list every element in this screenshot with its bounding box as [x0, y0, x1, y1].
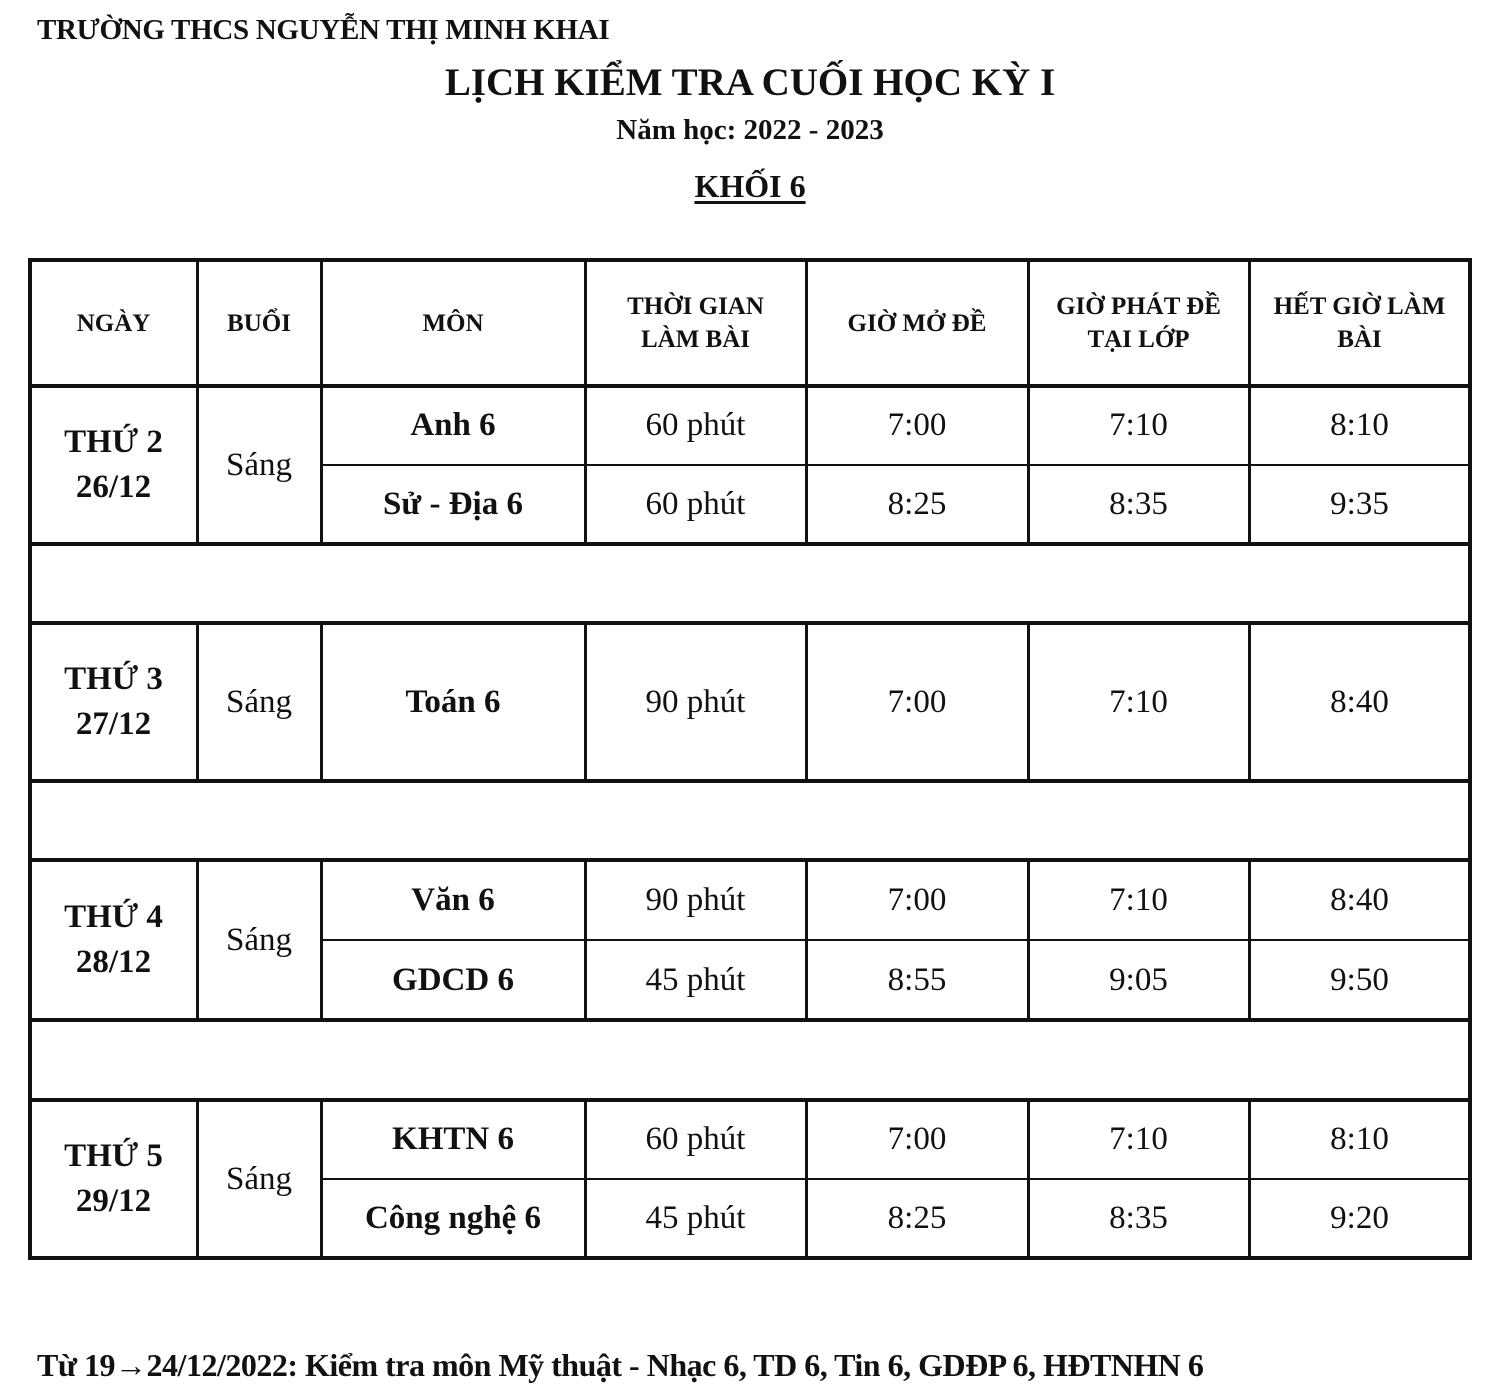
column-line: [320, 1100, 323, 1258]
column-line: [1027, 1100, 1030, 1258]
duration-cell: 60 phút: [645, 407, 746, 443]
date-label: 29/12: [75, 1183, 152, 1219]
subject-cell: KHTN 6: [392, 1121, 514, 1157]
header-end-time: HẾT GIỜ LÀM BÀI: [1273, 293, 1446, 353]
distribute-time-cell: 7:10: [1109, 881, 1168, 918]
open-time-cell: 8:25: [887, 1200, 947, 1236]
column-line: [584, 860, 587, 1020]
subrow-line: [321, 939, 1470, 941]
end-time-cell: 8:10: [1330, 1121, 1389, 1157]
day-label: THỨ 2: [64, 424, 163, 460]
column-line: [196, 386, 199, 544]
group-top-line: [29, 858, 1472, 862]
column-line: [805, 623, 808, 781]
header-subject: MÔN: [422, 309, 484, 337]
header-open-time: GIỜ MỞ ĐỀ: [847, 309, 987, 337]
subject-cell: Sử - Địa 6: [383, 486, 523, 522]
header-day: NGÀY: [76, 309, 151, 337]
school-name: TRƯỜNG THCS NGUYỄN THỊ MINH KHAI: [37, 14, 610, 46]
open-time-cell: 8:55: [887, 961, 947, 998]
header-session: BUỔI: [227, 309, 291, 337]
column-line: [584, 260, 587, 386]
column-line: [1027, 860, 1030, 1020]
duration-cell: 90 phút: [645, 683, 746, 720]
group-bottom-line: [29, 779, 1472, 783]
column-line: [1248, 386, 1251, 544]
day-cell: [30, 386, 197, 544]
column-line: [320, 260, 323, 386]
column-line: [196, 260, 199, 386]
end-time-cell: 9:50: [1330, 961, 1389, 998]
distribute-time-cell: 8:35: [1109, 486, 1168, 522]
duration-cell: 60 phút: [645, 486, 746, 522]
column-line: [1248, 860, 1251, 1020]
subject-cell: Toán 6: [405, 683, 501, 720]
session-cell: Sáng: [226, 921, 292, 958]
column-line: [584, 1100, 587, 1258]
date-label: 28/12: [75, 944, 152, 980]
column-line: [805, 386, 808, 544]
column-line: [1027, 260, 1030, 386]
column-line: [196, 1100, 199, 1258]
end-time-cell: 9:20: [1330, 1200, 1389, 1236]
day-cell: [30, 860, 197, 1020]
subrow-line: [321, 1178, 1470, 1180]
column-line: [805, 860, 808, 1020]
table-border-top: [29, 258, 1472, 262]
date-label: 26/12: [75, 469, 152, 505]
group-top-line: [29, 384, 1472, 388]
session-cell: Sáng: [226, 683, 292, 720]
column-line: [805, 1100, 808, 1258]
day-date: [64, 657, 163, 747]
column-line: [584, 386, 587, 544]
day-label: THỨ 4: [64, 899, 163, 935]
subject-cell: Công nghệ 6: [364, 1200, 542, 1236]
open-time-cell: 8:25: [887, 486, 947, 522]
group-top-line: [29, 621, 1472, 625]
duration-cell: 45 phút: [645, 961, 746, 998]
end-time-cell: 8:10: [1330, 407, 1389, 443]
session-cell: Sáng: [226, 446, 292, 483]
distribute-time-cell: 9:05: [1109, 961, 1168, 998]
document-title: LỊCH KIỂM TRA CUỐI HỌC KỲ I: [444, 61, 1056, 104]
duration-cell: 60 phút: [645, 1121, 746, 1157]
group-bottom-line: [29, 1018, 1472, 1022]
column-line: [1027, 386, 1030, 544]
group-top-line: [29, 1098, 1472, 1102]
open-time-cell: 7:00: [887, 683, 947, 720]
subject-cell: Anh 6: [410, 407, 496, 443]
column-line: [196, 860, 199, 1020]
header-duration: THỜI GIAN LÀM BÀI: [627, 293, 764, 353]
group-bottom-line: [29, 542, 1472, 546]
column-line: [1248, 1100, 1251, 1258]
subject-cell: GDCD 6: [392, 961, 514, 998]
day-label: THỨ 5: [64, 1138, 163, 1174]
header-distribute-time: GIỜ PHÁT ĐỀ TẠI LỚP: [1056, 293, 1221, 353]
duration-cell: 45 phút: [645, 1200, 746, 1236]
date-label: 27/12: [75, 706, 152, 742]
open-time-cell: 7:00: [887, 407, 947, 443]
day-cell: [30, 1100, 197, 1258]
end-time-cell: 8:40: [1330, 683, 1389, 720]
distribute-time-cell: 8:35: [1109, 1200, 1168, 1236]
subject-cell: Văn 6: [411, 881, 495, 918]
column-line: [196, 623, 199, 781]
day-date: [64, 1134, 163, 1224]
column-line: [1027, 623, 1030, 781]
column-line: [320, 623, 323, 781]
distribute-time-cell: 7:10: [1109, 683, 1168, 720]
school-year: Năm học: 2022 - 2023: [616, 114, 884, 146]
column-line: [320, 860, 323, 1020]
footer-note: Từ 19→24/12/2022: Kiểm tra môn Mỹ thuật - Nhạc 6, TD 6, Tin 6, GDĐP 6, HĐTNHN 6: [37, 1347, 1204, 1383]
duration-cell: 90 phút: [645, 881, 746, 918]
table-border-left: [28, 258, 32, 1260]
open-time-cell: 7:00: [887, 881, 947, 918]
open-time-cell: 7:00: [887, 1121, 947, 1157]
distribute-time-cell: 7:10: [1109, 1121, 1168, 1157]
distribute-time-cell: 7:10: [1109, 407, 1168, 443]
end-time-cell: 8:40: [1330, 881, 1389, 918]
table-border-right: [1468, 258, 1472, 1260]
column-line: [1248, 623, 1251, 781]
grade-label: KHỐI 6: [694, 168, 806, 204]
day-cell: [30, 623, 197, 781]
day-date: [64, 420, 163, 510]
group-bottom-line: [29, 1256, 1472, 1260]
column-line: [805, 260, 808, 386]
subrow-line: [321, 464, 1470, 466]
day-date: [64, 895, 163, 985]
column-line: [1248, 260, 1251, 386]
column-line: [584, 623, 587, 781]
column-line: [320, 386, 323, 544]
day-label: THỨ 3: [64, 661, 163, 697]
end-time-cell: 9:35: [1330, 486, 1389, 522]
session-cell: Sáng: [226, 1160, 292, 1197]
